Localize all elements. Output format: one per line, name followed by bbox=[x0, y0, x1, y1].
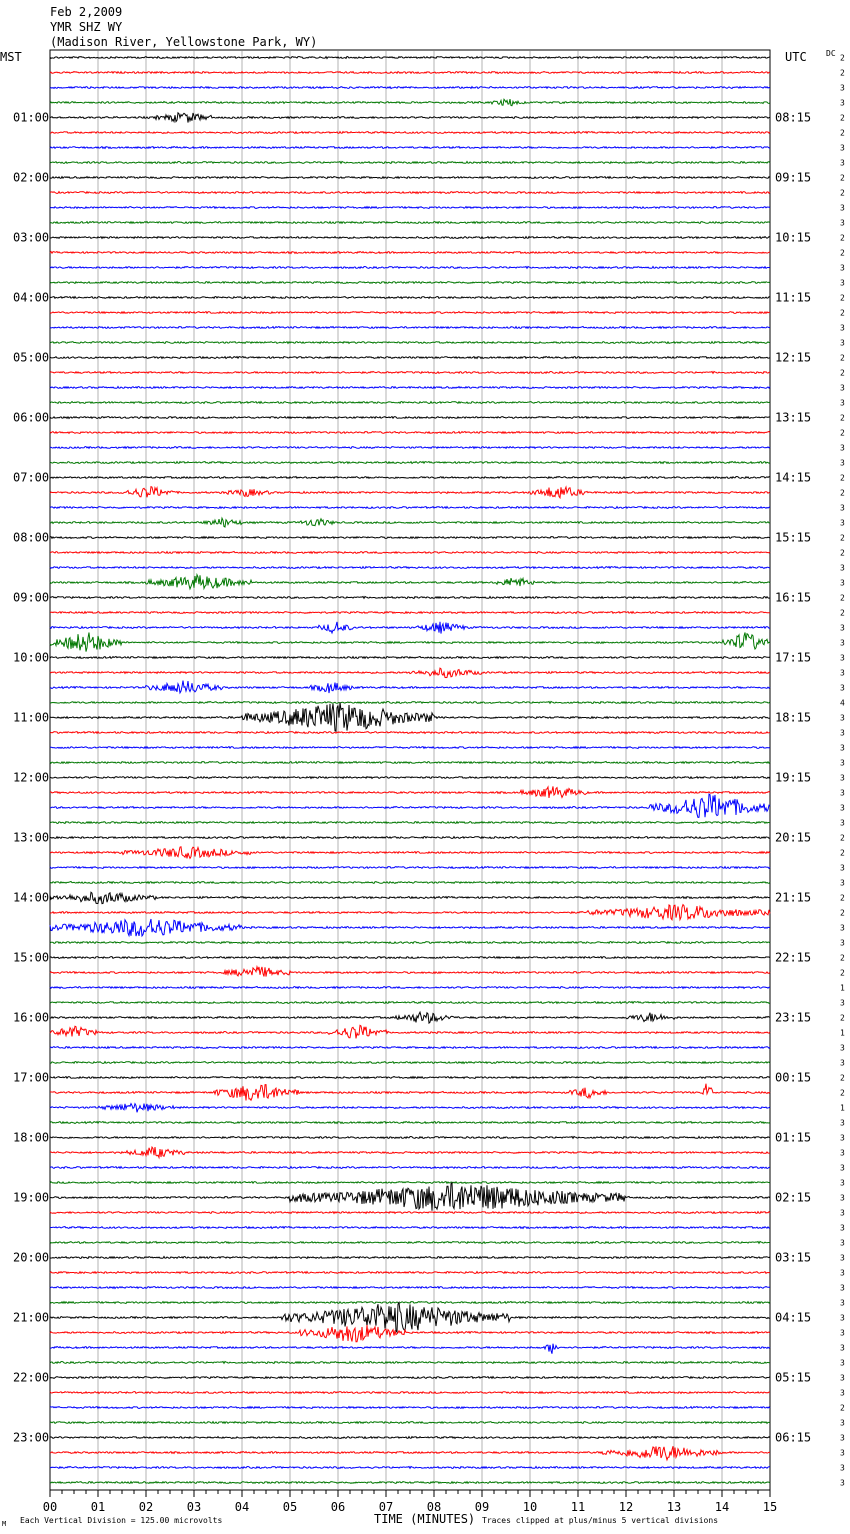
trace-row bbox=[50, 87, 770, 89]
dc-offset-value: 3 bbox=[840, 1133, 845, 1143]
hour-label-utc: 02:15 bbox=[775, 1190, 812, 1205]
dc-offset-value: 3 bbox=[840, 683, 845, 693]
trace-row bbox=[50, 372, 770, 374]
trace-row bbox=[50, 72, 770, 74]
dc-offset-value: 4 bbox=[840, 698, 845, 708]
trace-row bbox=[50, 237, 770, 239]
trace-row bbox=[50, 222, 770, 224]
dc-offset-value: 3 bbox=[840, 1433, 845, 1443]
dc-offset-value: 3 bbox=[840, 668, 845, 678]
trace-row bbox=[50, 1012, 770, 1023]
trace-row bbox=[50, 518, 770, 527]
dc-offset-value: 2 bbox=[840, 353, 845, 363]
hour-label-utc: 20:15 bbox=[775, 830, 812, 845]
trace-row bbox=[50, 402, 770, 404]
trace-row bbox=[50, 1392, 770, 1394]
dc-offset-value: 3 bbox=[840, 788, 845, 798]
plot-frame bbox=[50, 50, 770, 1490]
dc-offset-value: 3 bbox=[840, 1238, 845, 1248]
dc-offset-value: 3 bbox=[840, 1478, 845, 1488]
trace-row bbox=[50, 1047, 770, 1049]
hour-label-utc: 11:15 bbox=[775, 290, 812, 305]
dc-offset-value: 3 bbox=[840, 1148, 845, 1158]
dc-offset-value: 2 bbox=[840, 533, 845, 543]
hour-label-local: 10:00 bbox=[13, 650, 50, 665]
trace-row bbox=[50, 919, 770, 936]
trace-row bbox=[50, 777, 770, 779]
dc-offset-value: 2 bbox=[840, 188, 845, 198]
dc-offset-value: 3 bbox=[840, 1253, 845, 1263]
trace-row bbox=[50, 1272, 770, 1274]
dc-offset-value: 2 bbox=[840, 953, 845, 963]
hour-label-local: 03:00 bbox=[13, 230, 50, 245]
trace-row bbox=[50, 957, 770, 959]
trace-row bbox=[50, 1183, 770, 1211]
dc-offset-value: 2 bbox=[840, 413, 845, 423]
dc-offset-value: 3 bbox=[840, 1343, 845, 1353]
header-date: Feb 2,2009 bbox=[50, 5, 123, 19]
trace-row bbox=[50, 786, 770, 798]
dc-offset-value: 2 bbox=[840, 53, 845, 63]
hour-label-local: 01:00 bbox=[13, 110, 50, 125]
dc-offset-value: 3 bbox=[840, 158, 845, 168]
dc-offset-value: 2 bbox=[840, 308, 845, 318]
scale-note: Each Vertical Division = 125.00 microvolts bbox=[20, 1516, 223, 1525]
x-tick-label: 05 bbox=[282, 1500, 298, 1514]
dc-offset-value: 3 bbox=[840, 263, 845, 273]
dc-offset-value: 3 bbox=[840, 1373, 845, 1383]
dc-offset-value: 1 bbox=[840, 1028, 845, 1038]
hour-label-local: 05:00 bbox=[13, 350, 50, 365]
dc-offset-value: 2 bbox=[840, 968, 845, 978]
trace-row bbox=[50, 177, 770, 179]
dc-offset-value: 2 bbox=[840, 473, 845, 483]
dc-offset-value: 3 bbox=[840, 518, 845, 528]
trace-row bbox=[50, 668, 770, 678]
hour-label-local: 14:00 bbox=[13, 890, 50, 905]
hour-label-local: 09:00 bbox=[13, 590, 50, 605]
trace-row bbox=[50, 703, 770, 732]
trace-row bbox=[50, 132, 770, 134]
dc-offset-value: 2 bbox=[840, 488, 845, 498]
trace-row bbox=[50, 1025, 770, 1038]
hour-label-utc: 10:15 bbox=[775, 230, 812, 245]
dc-offset-value: 3 bbox=[840, 773, 845, 783]
trace-row bbox=[50, 575, 770, 589]
header-station: YMR SHZ WY bbox=[50, 20, 123, 34]
hour-label-utc: 21:15 bbox=[775, 890, 812, 905]
hour-label-utc: 06:15 bbox=[775, 1430, 812, 1445]
dc-offset-value: 3 bbox=[840, 338, 845, 348]
dc-offset-value: 3 bbox=[840, 1193, 845, 1203]
dc-offset-value: 3 bbox=[840, 1163, 845, 1173]
dc-offset-value: 3 bbox=[840, 1208, 845, 1218]
dc-offset-value: 2 bbox=[840, 893, 845, 903]
trace-row bbox=[50, 192, 770, 194]
trace-row bbox=[50, 1212, 770, 1214]
hour-label-local: 16:00 bbox=[13, 1010, 50, 1025]
trace-row bbox=[50, 1446, 770, 1460]
trace-row bbox=[50, 567, 770, 569]
trace-row bbox=[50, 1227, 770, 1229]
dc-offset-value: 2 bbox=[840, 173, 845, 183]
x-tick-label: 15 bbox=[762, 1500, 778, 1514]
trace-row bbox=[50, 282, 770, 284]
trace-row bbox=[50, 462, 770, 464]
dc-offset-value: 3 bbox=[840, 623, 845, 633]
x-tick-label: 11 bbox=[570, 1500, 586, 1514]
trace-row bbox=[50, 162, 770, 164]
trace-row bbox=[50, 1407, 770, 1409]
trace-row bbox=[50, 1422, 770, 1424]
trace-row bbox=[50, 1077, 770, 1079]
gridlines bbox=[98, 50, 722, 1490]
x-tick-label: 07 bbox=[378, 1500, 394, 1514]
trace-row bbox=[50, 1287, 770, 1289]
dc-offset-value: 2 bbox=[840, 293, 845, 303]
trace-row bbox=[50, 432, 770, 434]
hour-label-utc: 01:15 bbox=[775, 1130, 812, 1145]
dc-offset-value: 2 bbox=[840, 113, 845, 123]
hour-label-utc: 09:15 bbox=[775, 170, 812, 185]
dc-offset-value: 2 bbox=[840, 1403, 845, 1413]
hour-label-utc: 19:15 bbox=[775, 770, 812, 785]
trace-row bbox=[50, 1137, 770, 1139]
x-tick-label: 04 bbox=[234, 1500, 250, 1514]
x-tick-label: 12 bbox=[618, 1500, 634, 1514]
x-tick-label: 03 bbox=[186, 1500, 202, 1514]
trace-row bbox=[50, 312, 770, 314]
corner-mark: M bbox=[2, 1520, 7, 1528]
dc-offset-value: 3 bbox=[840, 578, 845, 588]
dc-offset-value: 3 bbox=[840, 563, 845, 573]
trace-row bbox=[50, 147, 770, 149]
dc-offset-value: 3 bbox=[840, 1358, 845, 1368]
dc-offset-value: 3 bbox=[840, 203, 845, 213]
dc-offset-value: 3 bbox=[840, 443, 845, 453]
trace-row bbox=[50, 1122, 770, 1124]
hour-label-local: 11:00 bbox=[13, 710, 50, 725]
trace-row bbox=[50, 837, 770, 839]
hour-label-local: 13:00 bbox=[13, 830, 50, 845]
dc-offset-value: 3 bbox=[840, 1268, 845, 1278]
x-tick-label: 08 bbox=[426, 1500, 442, 1514]
hour-label-utc: 15:15 bbox=[775, 530, 812, 545]
trace-row bbox=[50, 1303, 770, 1333]
right-zone-label: UTC bbox=[785, 50, 807, 64]
dc-offset-value: 3 bbox=[840, 1058, 845, 1068]
trace-row bbox=[50, 1147, 770, 1158]
trace-row bbox=[50, 342, 770, 344]
dc-offset-value: 3 bbox=[840, 938, 845, 948]
trace-row bbox=[50, 1467, 770, 1469]
hour-label-local: 07:00 bbox=[13, 470, 50, 485]
dc-offset-value: 3 bbox=[840, 1388, 845, 1398]
hour-label-utc: 04:15 bbox=[775, 1310, 812, 1325]
trace-row bbox=[50, 1182, 770, 1184]
dc-offset-value: 3 bbox=[840, 143, 845, 153]
dc-offset-value: 3 bbox=[840, 1118, 845, 1128]
dc-offset-value: 3 bbox=[840, 818, 845, 828]
hour-label-utc: 08:15 bbox=[775, 110, 812, 125]
dc-offset-value: 3 bbox=[840, 1418, 845, 1428]
dc-offset-value: 3 bbox=[840, 1463, 845, 1473]
trace-row bbox=[50, 1325, 770, 1342]
trace-row bbox=[50, 207, 770, 209]
dc-offset-value: 3 bbox=[840, 398, 845, 408]
dc-offset-value: 3 bbox=[840, 98, 845, 108]
trace-row bbox=[50, 507, 770, 509]
dc-offset-value: 3 bbox=[840, 1298, 845, 1308]
dc-offset-value: 2 bbox=[840, 368, 845, 378]
trace-row bbox=[50, 537, 770, 539]
trace-row bbox=[50, 267, 770, 269]
x-tick-label: 14 bbox=[714, 1500, 730, 1514]
x-axis-title: TIME (MINUTES) bbox=[374, 1512, 476, 1526]
trace-row bbox=[50, 794, 770, 817]
dc-offset-value: 3 bbox=[840, 758, 845, 768]
dc-offset-value: 3 bbox=[840, 1328, 845, 1338]
dc-offset-value: 2 bbox=[840, 548, 845, 558]
dc-offset-value: 2 bbox=[840, 1013, 845, 1023]
trace-row bbox=[50, 1062, 770, 1064]
trace-row bbox=[50, 847, 770, 859]
dc-offset-value: 3 bbox=[840, 1178, 845, 1188]
x-tick-label: 02 bbox=[138, 1500, 154, 1514]
hour-label-utc: 13:15 bbox=[775, 410, 812, 425]
trace-row bbox=[50, 967, 770, 977]
trace-row bbox=[50, 681, 770, 694]
trace-row bbox=[50, 905, 770, 920]
trace-row bbox=[50, 1257, 770, 1259]
trace-row bbox=[50, 597, 770, 599]
hour-label-utc: 12:15 bbox=[775, 350, 812, 365]
hour-label-utc: 18:15 bbox=[775, 710, 812, 725]
trace-row bbox=[50, 552, 770, 554]
dc-offset-value: 3 bbox=[840, 653, 845, 663]
dc-offset-value: 3 bbox=[840, 83, 845, 93]
hour-label-local: 23:00 bbox=[13, 1430, 50, 1445]
dc-offset-value: 3 bbox=[840, 503, 845, 513]
trace-row bbox=[50, 822, 770, 824]
x-axis-ticks bbox=[43, 1490, 777, 1514]
trace-row bbox=[50, 1437, 770, 1439]
trace-row bbox=[50, 327, 770, 329]
trace-row bbox=[50, 882, 770, 884]
trace-row bbox=[50, 657, 770, 659]
left-zone-label: MST bbox=[0, 50, 22, 64]
dc-offset-value: 2 bbox=[840, 908, 845, 918]
hour-label-local: 22:00 bbox=[13, 1370, 50, 1385]
dc-label: DC bbox=[826, 49, 836, 58]
dc-offset-value: 3 bbox=[840, 863, 845, 873]
dc-offset-value: 2 bbox=[840, 1073, 845, 1083]
dc-offset-value: 2 bbox=[840, 233, 845, 243]
trace-row bbox=[50, 387, 770, 389]
dc-offset-value: 2 bbox=[840, 848, 845, 858]
dc-offset-value: 3 bbox=[840, 743, 845, 753]
trace-row bbox=[50, 622, 770, 634]
hour-label-utc: 00:15 bbox=[775, 1070, 812, 1085]
trace-row bbox=[50, 747, 770, 749]
dc-offset-value: 1 bbox=[840, 1103, 845, 1113]
dc-offset-value: 3 bbox=[840, 1283, 845, 1293]
trace-row bbox=[50, 1362, 770, 1364]
dc-offset-value: 3 bbox=[840, 713, 845, 723]
dc-offset-value: 3 bbox=[840, 1223, 845, 1233]
hour-label-utc: 05:15 bbox=[775, 1370, 812, 1385]
x-tick-label: 10 bbox=[522, 1500, 538, 1514]
trace-row bbox=[50, 1167, 770, 1169]
dc-offset-value: 2 bbox=[840, 128, 845, 138]
dc-offset-value: 3 bbox=[840, 458, 845, 468]
trace-row bbox=[50, 1377, 770, 1379]
hour-label-local: 18:00 bbox=[13, 1130, 50, 1145]
dc-offset-value: 3 bbox=[840, 218, 845, 228]
trace-row bbox=[50, 612, 770, 614]
hour-label-local: 08:00 bbox=[13, 530, 50, 545]
x-tick-label: 06 bbox=[330, 1500, 346, 1514]
hour-label-local: 21:00 bbox=[13, 1310, 50, 1325]
dc-offset-value: 2 bbox=[840, 593, 845, 603]
hour-label-utc: 14:15 bbox=[775, 470, 812, 485]
dc-offset-value: 3 bbox=[840, 638, 845, 648]
hour-label-local: 04:00 bbox=[13, 290, 50, 305]
header-location: (Madison River, Yellowstone Park, WY) bbox=[50, 35, 318, 49]
hour-label-local: 02:00 bbox=[13, 170, 50, 185]
trace-row bbox=[50, 892, 770, 904]
hour-label-local: 12:00 bbox=[13, 770, 50, 785]
trace-row bbox=[50, 113, 770, 123]
dc-offset-value: 3 bbox=[840, 1043, 845, 1053]
dc-offset-value: 3 bbox=[840, 323, 845, 333]
dc-offset-value: 2 bbox=[840, 428, 845, 438]
trace-row bbox=[50, 987, 770, 989]
dc-offset-value: 3 bbox=[840, 1313, 845, 1323]
hour-label-local: 20:00 bbox=[13, 1250, 50, 1265]
clip-note: Traces clipped at plus/minus 5 vertical divisions bbox=[482, 1516, 719, 1525]
dc-offset-value: 2 bbox=[840, 68, 845, 78]
x-tick-label: 01 bbox=[90, 1500, 106, 1514]
hour-label-local: 17:00 bbox=[13, 1070, 50, 1085]
trace-row bbox=[50, 732, 770, 734]
trace-row bbox=[50, 357, 770, 359]
trace-row bbox=[50, 942, 770, 944]
dc-offset-value: 1 bbox=[840, 983, 845, 993]
x-tick-label: 13 bbox=[666, 1500, 682, 1514]
dc-offset-value: 3 bbox=[840, 728, 845, 738]
trace-row bbox=[50, 1242, 770, 1244]
dc-offset-value: 3 bbox=[840, 923, 845, 933]
trace-row bbox=[50, 867, 770, 869]
trace-row bbox=[50, 447, 770, 449]
hour-label-utc: 16:15 bbox=[775, 590, 812, 605]
trace-row bbox=[50, 1002, 770, 1004]
trace-row bbox=[50, 1084, 770, 1101]
hour-label-local: 06:00 bbox=[13, 410, 50, 425]
dc-offset-value: 3 bbox=[840, 1448, 845, 1458]
hour-label-utc: 03:15 bbox=[775, 1250, 812, 1265]
hour-label-local: 19:00 bbox=[13, 1190, 50, 1205]
trace-row bbox=[50, 417, 770, 419]
x-tick-label: 00 bbox=[42, 1500, 58, 1514]
hour-label-utc: 23:15 bbox=[775, 1010, 812, 1025]
trace-row bbox=[50, 99, 770, 106]
dc-offset-value: 2 bbox=[840, 608, 845, 618]
hour-label-utc: 17:15 bbox=[775, 650, 812, 665]
trace-row bbox=[50, 57, 770, 59]
dc-offset-value: 3 bbox=[840, 998, 845, 1008]
dc-offset-column bbox=[840, 54, 845, 1488]
trace-row bbox=[50, 633, 770, 652]
trace-rows bbox=[50, 57, 770, 1484]
trace-row bbox=[50, 477, 770, 479]
dc-offset-value: 2 bbox=[840, 833, 845, 843]
hour-label-local: 15:00 bbox=[13, 950, 50, 965]
trace-row bbox=[50, 762, 770, 764]
dc-offset-value: 2 bbox=[840, 1088, 845, 1098]
trace-row bbox=[50, 1344, 770, 1354]
x-tick-label: 09 bbox=[474, 1500, 490, 1514]
dc-offset-value: 3 bbox=[840, 803, 845, 813]
trace-row bbox=[50, 252, 770, 254]
dc-offset-value: 3 bbox=[840, 383, 845, 393]
trace-row bbox=[50, 1482, 770, 1484]
trace-row bbox=[50, 297, 770, 299]
trace-row bbox=[50, 702, 770, 704]
dc-offset-value: 2 bbox=[840, 248, 845, 258]
dc-offset-value: 3 bbox=[840, 878, 845, 888]
trace-row bbox=[50, 1104, 770, 1113]
trace-row bbox=[50, 487, 770, 498]
trace-row bbox=[50, 1302, 770, 1304]
dc-offset-value: 3 bbox=[840, 278, 845, 288]
hour-label-utc: 22:15 bbox=[775, 950, 812, 965]
